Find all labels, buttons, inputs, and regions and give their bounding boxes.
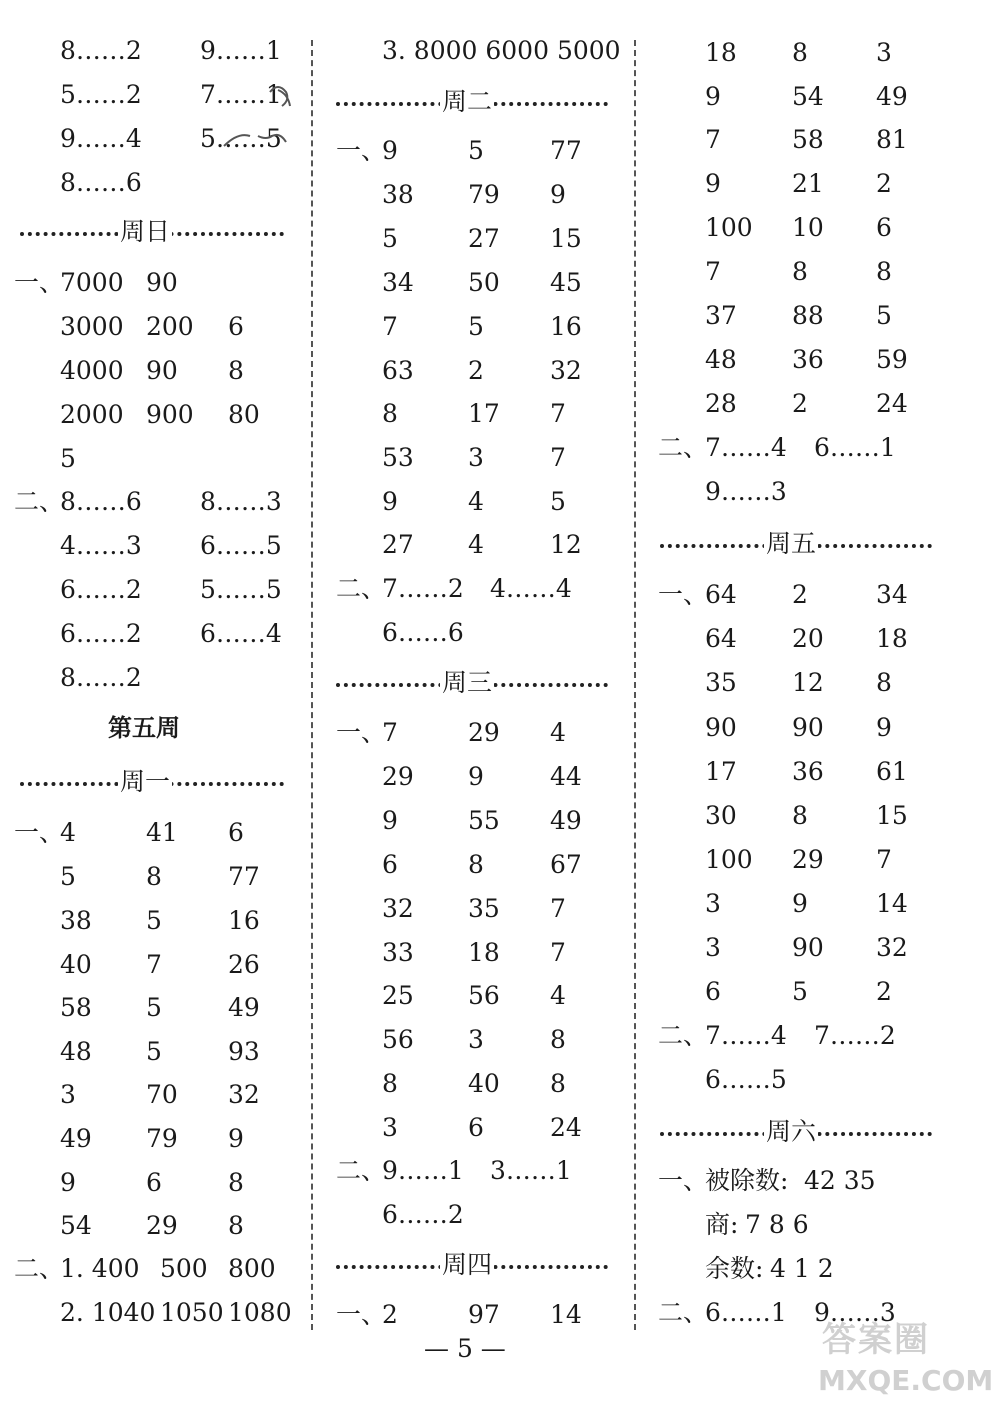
answer-value: 80 [228, 400, 260, 429]
answer-line: 9……3 [705, 477, 787, 506]
section-title-monday: 周一 [120, 767, 171, 796]
answer-value: 90 [705, 713, 737, 742]
answer-value: 55 [468, 806, 500, 835]
answer-line: 6……5 [200, 531, 282, 560]
answer-value: 38 [60, 906, 92, 935]
section-title-saturday: 周六 [766, 1117, 817, 1146]
section-title-thursday: 周四 [442, 1250, 493, 1279]
answer-value: 48 [705, 345, 737, 374]
answer-value: 29 [792, 845, 824, 874]
answer-value: 56 [468, 981, 500, 1010]
answer-value: 8 [146, 862, 162, 891]
answer-value: 63 [382, 356, 414, 385]
answer-value: 77 [550, 136, 582, 165]
week-heading: 第五周 [108, 714, 180, 742]
answer-value: 6 [468, 1113, 484, 1142]
answer-value: 64 [705, 580, 737, 609]
answer-value: 64 [705, 624, 737, 653]
answer-line: 5……2 [60, 80, 142, 109]
answer-value: 7 [705, 125, 721, 154]
answer-value: 90 [792, 713, 824, 742]
answer-value: 21 [792, 169, 824, 198]
question-number: 二、 [658, 1298, 709, 1327]
watermark-logo: 答案圈 [822, 1320, 930, 1360]
answer-value: 4 [550, 718, 566, 747]
answer-value: 81 [876, 125, 908, 154]
answer-value: 8 [382, 1069, 398, 1098]
answer-value: 2. 1040 [60, 1298, 156, 1327]
answer-value: 2000 [60, 400, 124, 429]
answer-value: 500 [160, 1254, 208, 1283]
answer-value: 8 [550, 1025, 566, 1054]
answer-value: 5 [876, 301, 892, 330]
question-number: 一、 [658, 1166, 709, 1195]
answer-value: 18 [876, 624, 908, 653]
answer-value: 18 [468, 938, 500, 967]
question-number: 二、 [658, 1021, 709, 1050]
question-number: 一、 [336, 718, 387, 747]
answer-value: 1050 [160, 1298, 224, 1327]
section-divider-tuesday [336, 87, 608, 117]
answer-line: 9……1 [200, 36, 282, 65]
answer-line: 8……6 [60, 168, 142, 197]
column-divider-right [634, 40, 636, 1330]
answer-value: 28 [705, 389, 737, 418]
answer-value: 40 [60, 950, 92, 979]
answer-value: 16 [228, 906, 260, 935]
answer-value: 3000 [60, 312, 124, 341]
answer-value: 6 [228, 818, 244, 847]
answer-value: 8 [550, 1069, 566, 1098]
answer-value: 32 [876, 933, 908, 962]
answer-value: 6 [228, 312, 244, 341]
answer-line: 4……4 [490, 574, 572, 603]
quotient-label: 商: [705, 1210, 739, 1239]
answer-line: 4……3 [60, 531, 142, 560]
section-title-wednesday: 周三 [442, 668, 493, 697]
section-divider-monday [20, 767, 284, 797]
answer-value: 49 [876, 82, 908, 111]
answer-value: 4000 [60, 356, 124, 385]
answer-value: 40 [468, 1069, 500, 1098]
answer-value: 8 [228, 1211, 244, 1240]
answer-value: 7 [382, 312, 398, 341]
answer-value: 14 [876, 889, 908, 918]
answer-value: 6 [382, 850, 398, 879]
answer-value: 34 [876, 580, 908, 609]
answer-line: 9……3 [814, 1298, 896, 1327]
answer-value: 4 [550, 981, 566, 1010]
answer-value: 7 [550, 894, 566, 923]
answer-value: 37 [705, 301, 737, 330]
answer-value: 9 [382, 806, 398, 835]
answer-value: 1080 [228, 1298, 292, 1327]
answer-value: 6 [146, 1168, 162, 1197]
answer-value: 800 [228, 1254, 276, 1283]
section-title-sunday: 周日 [120, 217, 171, 246]
answer-value: 54 [60, 1211, 92, 1240]
answer-line: 9……1 [382, 1156, 464, 1185]
answer-value: 9 [705, 169, 721, 198]
answer-value: 10 [792, 213, 824, 242]
answer-value: 41 [146, 818, 178, 847]
answer-value: 9 [792, 889, 808, 918]
section-divider-saturday [660, 1117, 932, 1147]
answer-value: 12 [550, 530, 582, 559]
answer-value: 24 [876, 389, 908, 418]
watermark-url: MXQE.COM [818, 1364, 994, 1397]
answer-value: 7000 [60, 268, 124, 297]
answer-line: 9……4 [60, 124, 142, 153]
answer-value: 26 [228, 950, 260, 979]
answer-line: 6……4 [200, 619, 282, 648]
answer-value: 6 [876, 213, 892, 242]
answer-line: 3……1 [490, 1156, 572, 1185]
answer-value: 5 [468, 312, 484, 341]
answer-value: 8 [382, 399, 398, 428]
answer-value: 100 [705, 845, 753, 874]
answer-value: 9 [382, 136, 398, 165]
question-number: 二、 [336, 1156, 387, 1185]
answer-value: 3 [705, 889, 721, 918]
section-title-tuesday: 周二 [442, 87, 493, 116]
answer-value: 36 [792, 757, 824, 786]
answer-value: 5 [382, 224, 398, 253]
answer-value: 17 [468, 399, 500, 428]
answer-value: 33 [382, 938, 414, 967]
answer-value: 8 [228, 1168, 244, 1197]
remainder-label: 余数: [705, 1254, 764, 1283]
answer-value: 77 [228, 862, 260, 891]
answer-value: 8 [468, 850, 484, 879]
answer-line: 7……2 [382, 574, 464, 603]
answer-value: 2 [876, 977, 892, 1006]
answer-value: 49 [228, 993, 260, 1022]
answer-value: 30 [705, 801, 737, 830]
answer-value: 5 [468, 136, 484, 165]
answer-value: 8 [876, 668, 892, 697]
answer-value: 7 [876, 845, 892, 874]
answer-value: 9 [382, 487, 398, 516]
handwritten-correction-mark [210, 80, 310, 160]
answer-line: 8……3 [200, 487, 282, 516]
question-number: 一、 [14, 818, 65, 847]
answer-value: 9 [228, 1124, 244, 1153]
answer-value: 58 [60, 993, 92, 1022]
answer-value: 5 [60, 862, 76, 891]
answer-line: 7……1 [200, 80, 282, 109]
section-divider-wednesday [336, 668, 608, 698]
answer-line: 8……2 [60, 36, 142, 65]
answer-value: 34 [382, 268, 414, 297]
answer-value: 5 [146, 1037, 162, 1066]
answer-value: 53 [382, 443, 414, 472]
answer-value: 200 [146, 312, 194, 341]
answer-value: 32 [382, 894, 414, 923]
answer-value: 15 [550, 224, 582, 253]
answer-value: 3 [468, 443, 484, 472]
answer-value: 18 [705, 38, 737, 67]
answer-value: 54 [792, 82, 824, 111]
answer-line: 7……2 [814, 1021, 896, 1050]
answer-value: 24 [550, 1113, 582, 1142]
answer-value: 29 [382, 762, 414, 791]
answer-value: 79 [146, 1124, 178, 1153]
answer-line: 6……1 [814, 433, 896, 462]
answer-value: 9 [550, 180, 566, 209]
answer-value: 29 [468, 718, 500, 747]
column-divider-left [311, 40, 313, 1330]
answer-value: 8 [792, 801, 808, 830]
answer-value: 5 [60, 444, 76, 473]
answer-value: 67 [550, 850, 582, 879]
answer-value: 50 [468, 268, 500, 297]
answer-value: 7 [550, 443, 566, 472]
answer-value: 4 [60, 818, 76, 847]
answer-value: 7 [146, 950, 162, 979]
answer-line: 8……6 [60, 487, 142, 516]
section-divider-thursday [336, 1250, 608, 1280]
quotient-values: 7 8 6 [745, 1210, 809, 1239]
answer-line: 5……5 [200, 124, 282, 153]
answer-value: 4 [468, 530, 484, 559]
answer-value: 14 [550, 1300, 582, 1329]
answer-value: 1. 400 [60, 1254, 140, 1283]
section-title-friday: 周五 [766, 529, 817, 558]
answer-value: 3 [876, 38, 892, 67]
answer-value: 20 [792, 624, 824, 653]
answer-line: 7……4 [705, 1021, 787, 1050]
answer-value: 93 [228, 1037, 260, 1066]
answer-value: 17 [705, 757, 737, 786]
answer-value: 2 [468, 356, 484, 385]
answer-value: 3 [705, 933, 721, 962]
answer-value: 7 [382, 718, 398, 747]
answer-value: 44 [550, 762, 582, 791]
answer-value: 9 [60, 1168, 76, 1197]
answer-value: 90 [146, 268, 178, 297]
dividend-label: 被除数: [705, 1166, 789, 1195]
answer-value: 7 [705, 257, 721, 286]
answer-value: 3 [468, 1025, 484, 1054]
answer-value: 29 [146, 1211, 178, 1240]
answer-value: 97 [468, 1300, 500, 1329]
answer-value: 100 [705, 213, 753, 242]
answer-line: 6……6 [382, 618, 464, 647]
answer-value: 32 [550, 356, 582, 385]
answer-value: 2 [876, 169, 892, 198]
answer-value: 4 [468, 487, 484, 516]
answer-line: 6……1 [705, 1298, 787, 1327]
answer-line: 6……2 [60, 575, 142, 604]
answer-line: 8……2 [60, 663, 142, 692]
answer-value: 15 [876, 801, 908, 830]
question-number: 二、 [658, 433, 709, 462]
answer-value: 2 [792, 389, 808, 418]
dividend-values: 42 35 [804, 1166, 876, 1195]
section-divider-friday [660, 529, 932, 559]
remainder-values: 4 1 2 [770, 1254, 834, 1283]
answer-value: 8 [228, 356, 244, 385]
answer-value: 32 [228, 1080, 260, 1109]
answer-value: 3 [382, 1113, 398, 1142]
answer-line: 7……4 [705, 433, 787, 462]
answer-value: 35 [468, 894, 500, 923]
answer-line: 6……5 [705, 1065, 787, 1094]
question-number: 一、 [336, 136, 387, 165]
answer-value: 7 [550, 938, 566, 967]
answer-value: 48 [60, 1037, 92, 1066]
answer-value: 35 [705, 668, 737, 697]
question-number: 一、 [14, 268, 65, 297]
answer-value: 2 [792, 580, 808, 609]
section-divider-sunday [20, 217, 284, 247]
answer-value: 9 [705, 82, 721, 111]
answer-value: 70 [146, 1080, 178, 1109]
answer-value: 27 [468, 224, 500, 253]
answer-value: 59 [876, 345, 908, 374]
answer-value: 2 [382, 1300, 398, 1329]
answer-value: 25 [382, 981, 414, 1010]
answer-value: 6 [705, 977, 721, 1006]
answer-value: 12 [792, 668, 824, 697]
answer-value: 5 [550, 487, 566, 516]
question-number: 一、 [336, 1300, 387, 1329]
page-number: — 5 — [424, 1334, 506, 1363]
question-number: 二、 [336, 574, 387, 603]
answer-value: 90 [792, 933, 824, 962]
answer-value: 49 [60, 1124, 92, 1153]
answer-value: 5 [792, 977, 808, 1006]
answer-value: 8 [792, 38, 808, 67]
answer-value: 61 [876, 757, 908, 786]
answer-value: 5 [146, 906, 162, 935]
answer-value: 38 [382, 180, 414, 209]
answer-value: 8 [876, 257, 892, 286]
answer-value: 9 [876, 713, 892, 742]
answer-value: 16 [550, 312, 582, 341]
question-number: 二、 [14, 487, 65, 516]
answer-value: 56 [382, 1025, 414, 1054]
answer-value: 45 [550, 268, 582, 297]
answer-value: 90 [146, 356, 178, 385]
answer-value: 900 [146, 400, 194, 429]
answer-value: 27 [382, 530, 414, 559]
question-number: 二、 [14, 1254, 65, 1283]
answer-line: 6……2 [382, 1200, 464, 1229]
answer-value: 7 [550, 399, 566, 428]
answer-value: 36 [792, 345, 824, 374]
answer-line: 6……2 [60, 619, 142, 648]
answer-value: 8 [792, 257, 808, 286]
answer-line: 3. 8000 6000 5000 [382, 36, 621, 65]
question-number: 一、 [658, 580, 709, 609]
answer-value: 5 [146, 993, 162, 1022]
answer-value: 58 [792, 125, 824, 154]
answer-value: 9 [468, 762, 484, 791]
answer-value: 3 [60, 1080, 76, 1109]
answer-value: 88 [792, 301, 824, 330]
answer-value: 79 [468, 180, 500, 209]
answer-line: 5……5 [200, 575, 282, 604]
answer-value: 49 [550, 806, 582, 835]
